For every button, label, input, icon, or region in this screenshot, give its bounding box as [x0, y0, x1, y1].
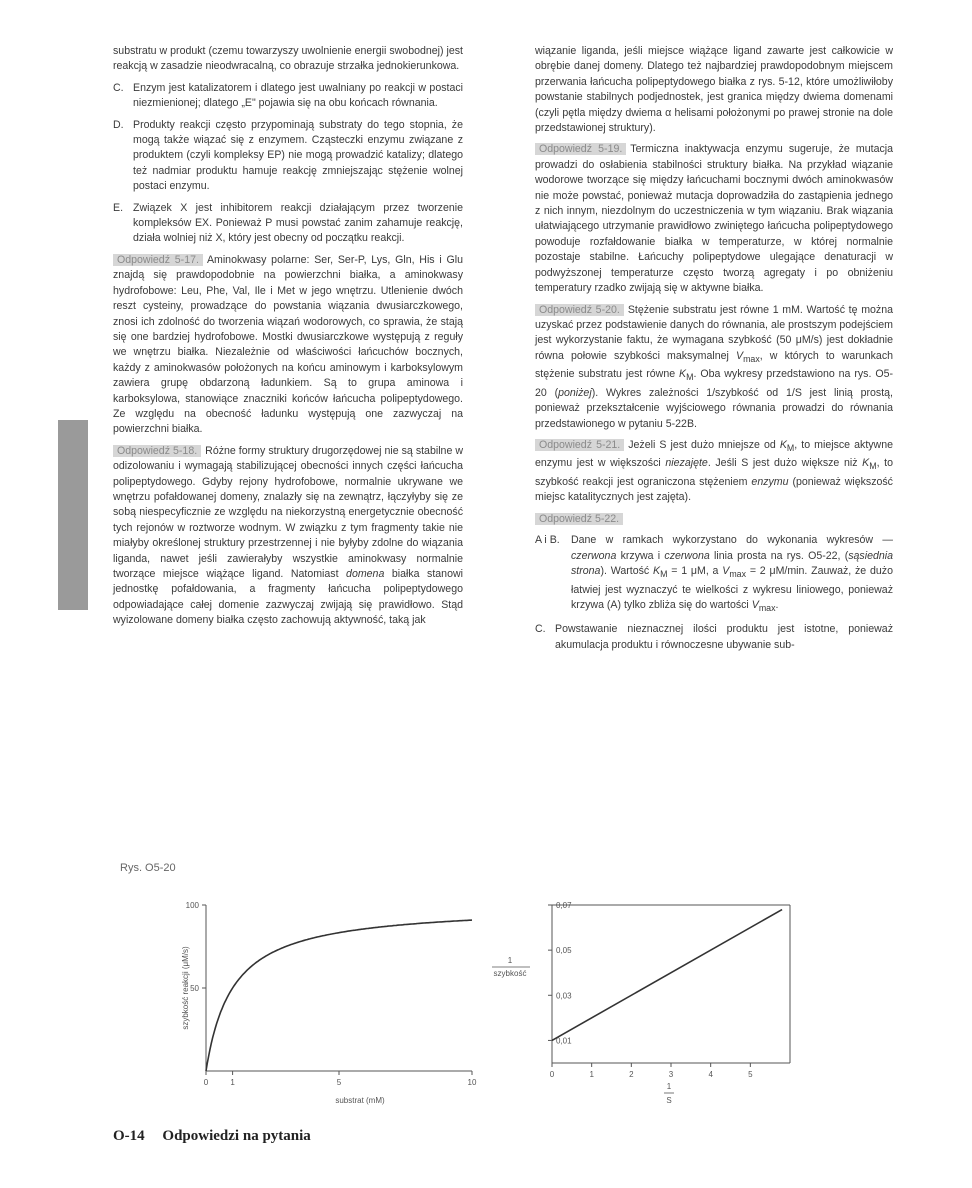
y-tick-label: 100: [185, 901, 199, 910]
list-item: [113, 118, 463, 195]
emphasis: niezajęte: [665, 457, 708, 470]
answer-text: Jeżeli S jest dużo mniejsze od: [628, 438, 776, 451]
item-label: E.: [113, 201, 124, 214]
y-tick-label: 50: [190, 984, 199, 993]
list-item: [113, 201, 463, 247]
km-subscript: M: [660, 569, 668, 580]
answer-5-18: [113, 444, 463, 629]
vmax-subscript: max: [729, 569, 747, 580]
y-tick-label: 0,07: [556, 901, 572, 910]
paragraph-continuation: substratu w produkt (czemu towarzyszy uwolnienie energii swobodnej) jest reakcją w zasadzie nieodwracalną, co obrazuje strzałka jednokierunkowa.: [113, 45, 463, 73]
lineweaver-burk-chart: [480, 895, 820, 1135]
vmax-subscript: max: [758, 603, 776, 614]
x-tick-label: 3: [668, 1070, 674, 1079]
x-tick-label: 5: [748, 1070, 753, 1079]
answer-text: . Jeśli S jest dużo większe niż: [707, 457, 858, 470]
answer-label: Odpowiedź 5-18.: [113, 445, 201, 457]
item-text-part: = 2 μM/min. Zauważ, że dużo łatwiej jest wyznaczyć te wielkości z wykresu liniowego, ponieważ krzywa (A) tylko zbliża się do wartości: [571, 565, 893, 611]
km-subscript: M: [686, 372, 694, 383]
km-symbol: K: [779, 438, 787, 451]
emphasis: czerwona: [664, 549, 710, 562]
x-tick-label: 2: [629, 1070, 634, 1079]
y-axis-label-denominator: szybkość: [493, 969, 527, 978]
y-axis-label: szybkość reakcji (μM/s): [181, 946, 190, 1030]
answer-5-22: [535, 512, 893, 527]
answer-label: Odpowiedź 5-20.: [535, 304, 624, 316]
y-tick-label: 0,05: [556, 946, 572, 956]
x-tick-label: 1: [589, 1070, 594, 1079]
emphasis: domena: [346, 568, 385, 580]
answer-text: . Oba wykresy przedstawiono na rys. O5-20 (: [535, 368, 893, 399]
x-tick-label: 0: [549, 1070, 555, 1079]
item-text: Powstawanie nieznacznej ilości produktu jest istotne, ponieważ akumulacja produktu i równoczesne ubywanie sub-: [555, 623, 893, 651]
answer-text: Aminokwasy polarne: Ser, Ser-P, Lys, Gln, His i Glu znajdą się prawdopodobnie na powierzchni białka, a aminokwasy hydrofobowe: Leu, Phe, Val, Ile i Met w jego wnętrzu. Utlenienie dwóch reszt cysteiny, prowadzące do powstania wiązania dwusiarczkowego, znosi ich zdolność do tworzenia wiązań wodorowych, co sprawia, że stają się one bardziej hydrofobowe. Mostki dwusiarczkowe występują z reguły we wnętrzu białka. Niezależnie od właściwości łańcuchów bocznych, każdy z aminokwasów położonych na końcu aminowym i karboksylowym zawiera grupę obdarzoną ładunkiem. Są to grupa aminowa i karboksylowa, stanowiące znaczniki końców łańcucha polipeptydowego. Ze względu na obecność ładunku występują one zazwyczaj na powierzchni białka.: [113, 253, 463, 436]
michaelis-menten-chart: [160, 895, 490, 1135]
item-text: Enzym jest katalizatorem i dlatego jest uwalniany po reakcji w postaci niezmienionej; dlatego „E" pojawia się na obu końcach równania.: [133, 81, 463, 110]
item-text: Produkty reakcji często przypominają substraty do tego stopnia, że mogą także wiązać się z enzymem. Cząsteczki enzymu związane z produktem (czyli kompleksy EP) nie mogą prowadzić katalizy; dlatego też nadmiar produktu hamuje reakcję zmniejszając stężenie wolnej postaci enzymu.: [133, 118, 463, 193]
answer-text: białka stanowi jednostkę pofałdowania, a fragmenty łańcucha polipeptydowego odpowiadające całej domenie zazwyczaj zwijają się prawidłowo. Stąd wyizolowane domeny białka często zachowują aktywność, taką jak: [113, 568, 463, 627]
item-text-part: krzywa i: [620, 549, 661, 562]
km-symbol: K: [679, 368, 687, 381]
answer-label: Odpowiedź 5-19.: [535, 143, 626, 155]
left-column: [113, 44, 463, 635]
y-tick-label: 0,01: [556, 1036, 572, 1046]
y-tick-label: 0,03: [556, 991, 572, 1001]
item-label: C.: [113, 81, 124, 94]
paragraph-continuation: wiązanie liganda, jeśli miejsce wiążące ligand zawarte jest całkowicie w obrębie danej domeny. Dlatego też najbardziej prawdopodobnym miejscem przerwania łańcucha polipeptydowego białka z rys. 5-12, które umożliwiłoby powstanie stabilnych podjednostek, jest granica między dwiema domenami (czyli pętla między dwiema α helisami położonymi po prawej stronie na dole przedstawionej struktury).: [535, 45, 893, 135]
vmax-subscript: max: [743, 353, 760, 364]
answer-text: , to szybkość reakcji jest ograniczona stężeniem: [535, 457, 893, 488]
item-text-part: linia prosta na rys. O5-22, (: [714, 549, 849, 562]
answer-5-17: [113, 253, 463, 438]
answer-5-21: [535, 438, 893, 506]
km-subscript: M: [869, 461, 877, 472]
emphasis: enzymu: [751, 476, 789, 488]
km-subscript: M: [786, 443, 795, 454]
answer-5-20: [535, 303, 893, 432]
item-text: Związek X jest inhibitorem reakcji działającym przez tworzenie kompleksów EX. Ponieważ P musi powstać zanim zahamuje reakcję, działa wolniej niż X, który jest obecny od początku reakcji.: [133, 201, 463, 245]
emphasis: czerwona: [571, 549, 617, 562]
answer-5-19: [535, 142, 893, 296]
emphasis: sąsiednia strona: [571, 549, 893, 578]
x-tick-label: 4: [708, 1070, 713, 1079]
emphasis: poniżej: [558, 386, 592, 399]
item-text-part: ). Wartość: [600, 565, 650, 578]
answer-label: Odpowiedź 5-21.: [535, 439, 624, 451]
answer-text: (ponieważ większość miejsc katalitycznych jest zajęta).: [535, 476, 893, 504]
answer-text: , to miejsce aktywne enzymu jest w większości: [535, 438, 893, 470]
page-footer: [113, 1128, 311, 1145]
page-number: O-14: [113, 1128, 145, 1144]
item-label: D.: [113, 118, 124, 131]
x-tick-label: 1: [230, 1078, 235, 1087]
answer-text: ). Wykres zależności 1/szybkość od 1/S jest linią prostą, ponieważ przekształcenie wyjściowego równania prowadzi do równania przedstawionego w pytaniu 5-22B.: [535, 386, 893, 430]
item-label: C.: [535, 623, 546, 636]
answer-label: Odpowiedź 5-22.: [535, 513, 623, 525]
x-axis-label: substrat (mM): [335, 1096, 385, 1105]
x-axis-label-numerator: 1: [666, 1082, 672, 1091]
item-text-part: = 1 μM, a: [671, 565, 719, 578]
list-item: [535, 622, 893, 653]
right-column: [535, 44, 893, 659]
x-tick-label: 0: [203, 1078, 209, 1087]
list-item: [113, 81, 463, 112]
answer-text: Stężenie substratu jest równe 1 mM. Wartość tę można uzyskać przez podstawienie danych do równania, ale prostszym podejściem jest wykorzystanie faktu, że wymagana szybkość (50 μM/s) jest dokładnie równa połowie szybkości maksymalnej: [535, 303, 893, 362]
x-tick-label: 5: [336, 1078, 342, 1087]
vmax-symbol: V: [722, 565, 730, 578]
answer-text: , w których to warunkach stężenie substratu jest równe: [535, 349, 894, 381]
answer-label: Odpowiedź 5-17.: [113, 254, 203, 266]
item-text-part: Dane w ramkach wykorzystano do wykonania wykresów —: [571, 534, 893, 547]
km-symbol: K: [862, 457, 870, 470]
figure-label: Rys. O5-20: [120, 862, 176, 874]
answer-text: Termiczna inaktywacja enzymu sugeruje, że mutacja prowadzi do osłabienia stabilności struktury białka. Na przykład wiązanie wodorowe tworzące się między łańcuchami bocznymi dwóch aminokwasów nie może powstać, ponieważ mutacja doprowadziła do zastąpienia jednego z nich innym, niezdolnym do uczestniczenia w tym wiązaniu. Brak wiązania ułatwiającego utrzymanie prawidłowo zwiniętego łańcucha polipeptydowego powoduje rozfałdowanie białka w temperaturze, w której normalnie pozostaje stabilne. Łańcuchy polipeptydowe ulegające denaturacji w podwyższonej temperaturze często tworzą agregaty i po obniżeniu temperatury rzadko zwijają się w aktywne białka.: [535, 143, 894, 295]
km-symbol: K: [652, 565, 661, 578]
vmax-symbol: V: [735, 349, 744, 362]
running-title: Odpowiedzi na pytania: [162, 1128, 311, 1144]
x-axis-label-denominator: S: [666, 1096, 672, 1105]
data-line: [552, 910, 782, 1041]
answer-text: Różne formy struktury drugorzędowej nie są stabilne w odizolowaniu i wymagają stabilizującej obecności innych części łańcucha polipeptydowego. Gdyby rejony hydrofobowe, normalnie ukrywane we wnętrzu pofałdowanej domeny, znalazły się na zewnątrz, łączyłyby się ze sobą niespecyficznie ze względu na niekorzystną energetycznie obecność tych rejonów w roztworze wodnym. W związku z tym fragmenty takie nie miałyby określonej struktury przestrzennej i nie byłyby zdolne do wiązania liganda, nawet jeśli zawierałyby wszystkie aminokwasy normalnie tworzące miejsce wiążące ligand. Natomiast: [113, 444, 463, 580]
item-text: [571, 533, 893, 616]
curve-line: [206, 920, 472, 1071]
chapter-tab-marker: [58, 420, 88, 610]
list-item: [535, 533, 893, 616]
y-axis-label-numerator: 1: [507, 956, 513, 965]
x-tick-label: 10: [467, 1078, 477, 1087]
item-label: A i B.: [535, 534, 560, 547]
item-text-part: .: [775, 598, 779, 611]
vmax-symbol: V: [751, 598, 759, 611]
